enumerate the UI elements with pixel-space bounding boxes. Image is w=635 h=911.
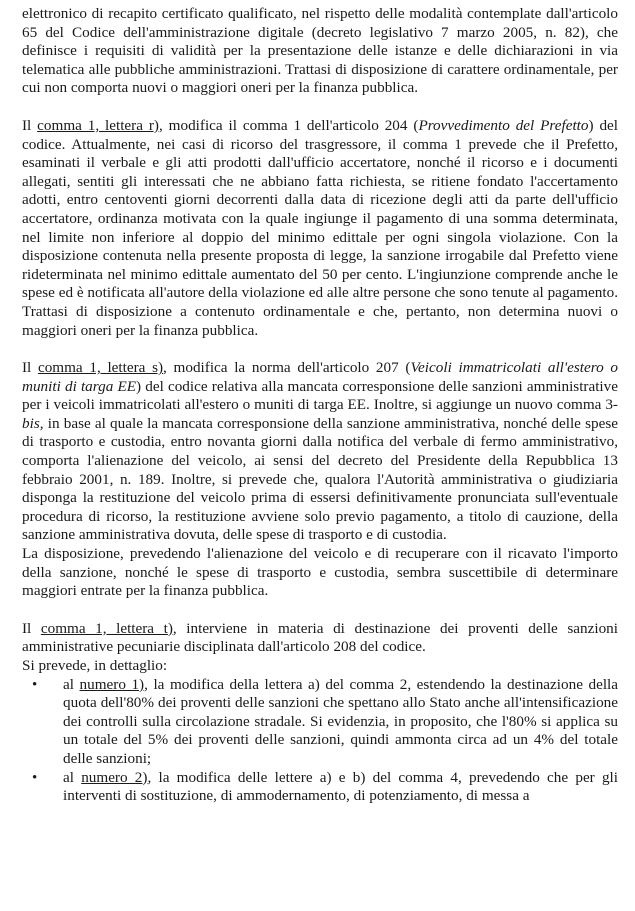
bullet-icon: • <box>32 676 38 693</box>
reference-numero-1: numero 1) <box>79 675 145 693</box>
bis-suffix: bis, <box>22 414 44 432</box>
reference-comma-1-lettera-t: comma 1, lettera t) <box>40 619 173 637</box>
paragraph-gap <box>22 601 618 620</box>
paragraph-4: La disposizione, prevedendo l'alienazione del veicolo e di recuperare con il ricavato l'importo della sanzione, nonché le spese di trasporto e custodia, sembra suscettibile di determinare maggiori entrate per la finanza pubblica. <box>22 545 618 600</box>
paragraph-3: Il comma 1, lettera s), modifica la norma dell'articolo 207 (Veicoli immatricolati all'estero o muniti di targa EE) del codice relativa alla mancata corresponsione delle sanzioni amministrative per i veicoli immatricolati all'estero o muniti di targa EE. Inoltre, si aggiunge un nuovo comma 3-bis, in base al quale la mancata corresponsione della sanzione amministrativa, nonché delle spese di trasporto e custodia, entro novanta giorni dalla notifica del verbale di fermo amministrativo, comporta l'alienazione del veicolo, ai sensi del decreto del Presidente della Repubblica 13 febbraio 2001, n. 189. Inoltre, si prevede che, qualora l'Autorità amministrativa o giudiziaria disponga la restituzione del veicolo prima di essersi definitivamente pronunciata sull'eventuale procedura di ricorso, la restituzione avviene solo previo pagamento, a titolo di cauzione, della sanzione amministrativa dovuta, delle spese di trasporto e di custodia. <box>22 359 618 544</box>
reference-comma-1-lettera-r: comma 1, lettera r) <box>37 116 159 134</box>
paragraph-gap <box>22 98 618 117</box>
paragraph-5: Il comma 1, lettera t), interviene in materia di destinazione dei proventi delle sanzioni amministrative pecuniarie disciplinata dall'articolo 208 del codice. <box>22 619 618 656</box>
list-item: • al numero 1), la modifica della lettera a) del comma 2, estendendo la destinazione della quota dell'80% dei proventi delle sanzioni che spettano allo Stato anche all'intensificazione dei controlli sulla circolazione stradale. Si evidenzia, in proposito, che l'80% si applica su un totale del 5% dei proventi delle sanzioni, quindi ammonta circa ad un 4% del totale delle sanzioni; <box>32 675 618 767</box>
reference-comma-1-lettera-s: comma 1, lettera s) <box>37 359 164 377</box>
detail-list <box>22 676 618 806</box>
paragraph-gap <box>22 340 618 359</box>
article-title: Veicoli immatricolati all'estero o muniti di targa EE <box>22 359 618 395</box>
bullet-icon: • <box>32 769 38 786</box>
reference-numero-2: numero 2) <box>81 768 148 786</box>
list-item: • al numero 2), la modifica delle lettere a) e b) del comma 4, prevedendo che per gli interventi di sostituzione, di ammodernamento, di potenziamento, di messa a <box>32 768 618 805</box>
article-title: Provvedimento del Prefetto <box>418 116 589 134</box>
paragraph-1: elettronico di recapito certificato qualificato, nel rispetto delle modalità contemplate dall'articolo 65 del Codice dell'amministrazione digitale (decreto legislativo 7 marzo 2005, n. 82), che definisce i requisiti di validità per la presentazione delle istanze e delle dichiarazioni in via telematica alle pubbliche amministrazioni. Trattasi di disposizione di carattere ordinamentale, per cui non comporta nuovi o maggiori oneri per la finanza pubblica. <box>22 5 618 97</box>
paragraph-2: Il comma 1, lettera r), modifica il comma 1 dell'articolo 204 (Provvedimento del Prefetto) del codice. Attualmente, nei casi di ricorso del trasgressore, il comma 1 prevede che il Prefetto, esaminati il verbale e gli atti prodotti dall'ufficio accertatore, nonché il ricorso e i documenti allegati, sentiti gli interessati che ne abbiano fatta richiesta, se ritiene fondato l'accertamento adotti, entro centoventi giorni decorrenti dalla data di ricezione degli atti da parte dell'ufficio accertatore, ordinanza motivata con la quale ingiunge il pagamento di una somma determinata, nel limite non inferiore al doppio del minimo edittale per ogni singola violazione. Con la disposizione contenuta nella presente proposta di legge, la sanzione irrogabile dal Prefetto viene rideterminata nel minimo edittale aumentato del 50 per cento. L'ingiunzione comprende anche le spese ed è notificata all'autore della violazione ed alle altre persone che sono tenute al pagamento. Trattasi di disposizione a contenuto ordinamentale e che, pertanto, non determina nuovi o maggiori oneri per la finanza pubblica. <box>22 116 618 339</box>
paragraph-6: Si prevede, in dettaglio: <box>22 657 168 674</box>
